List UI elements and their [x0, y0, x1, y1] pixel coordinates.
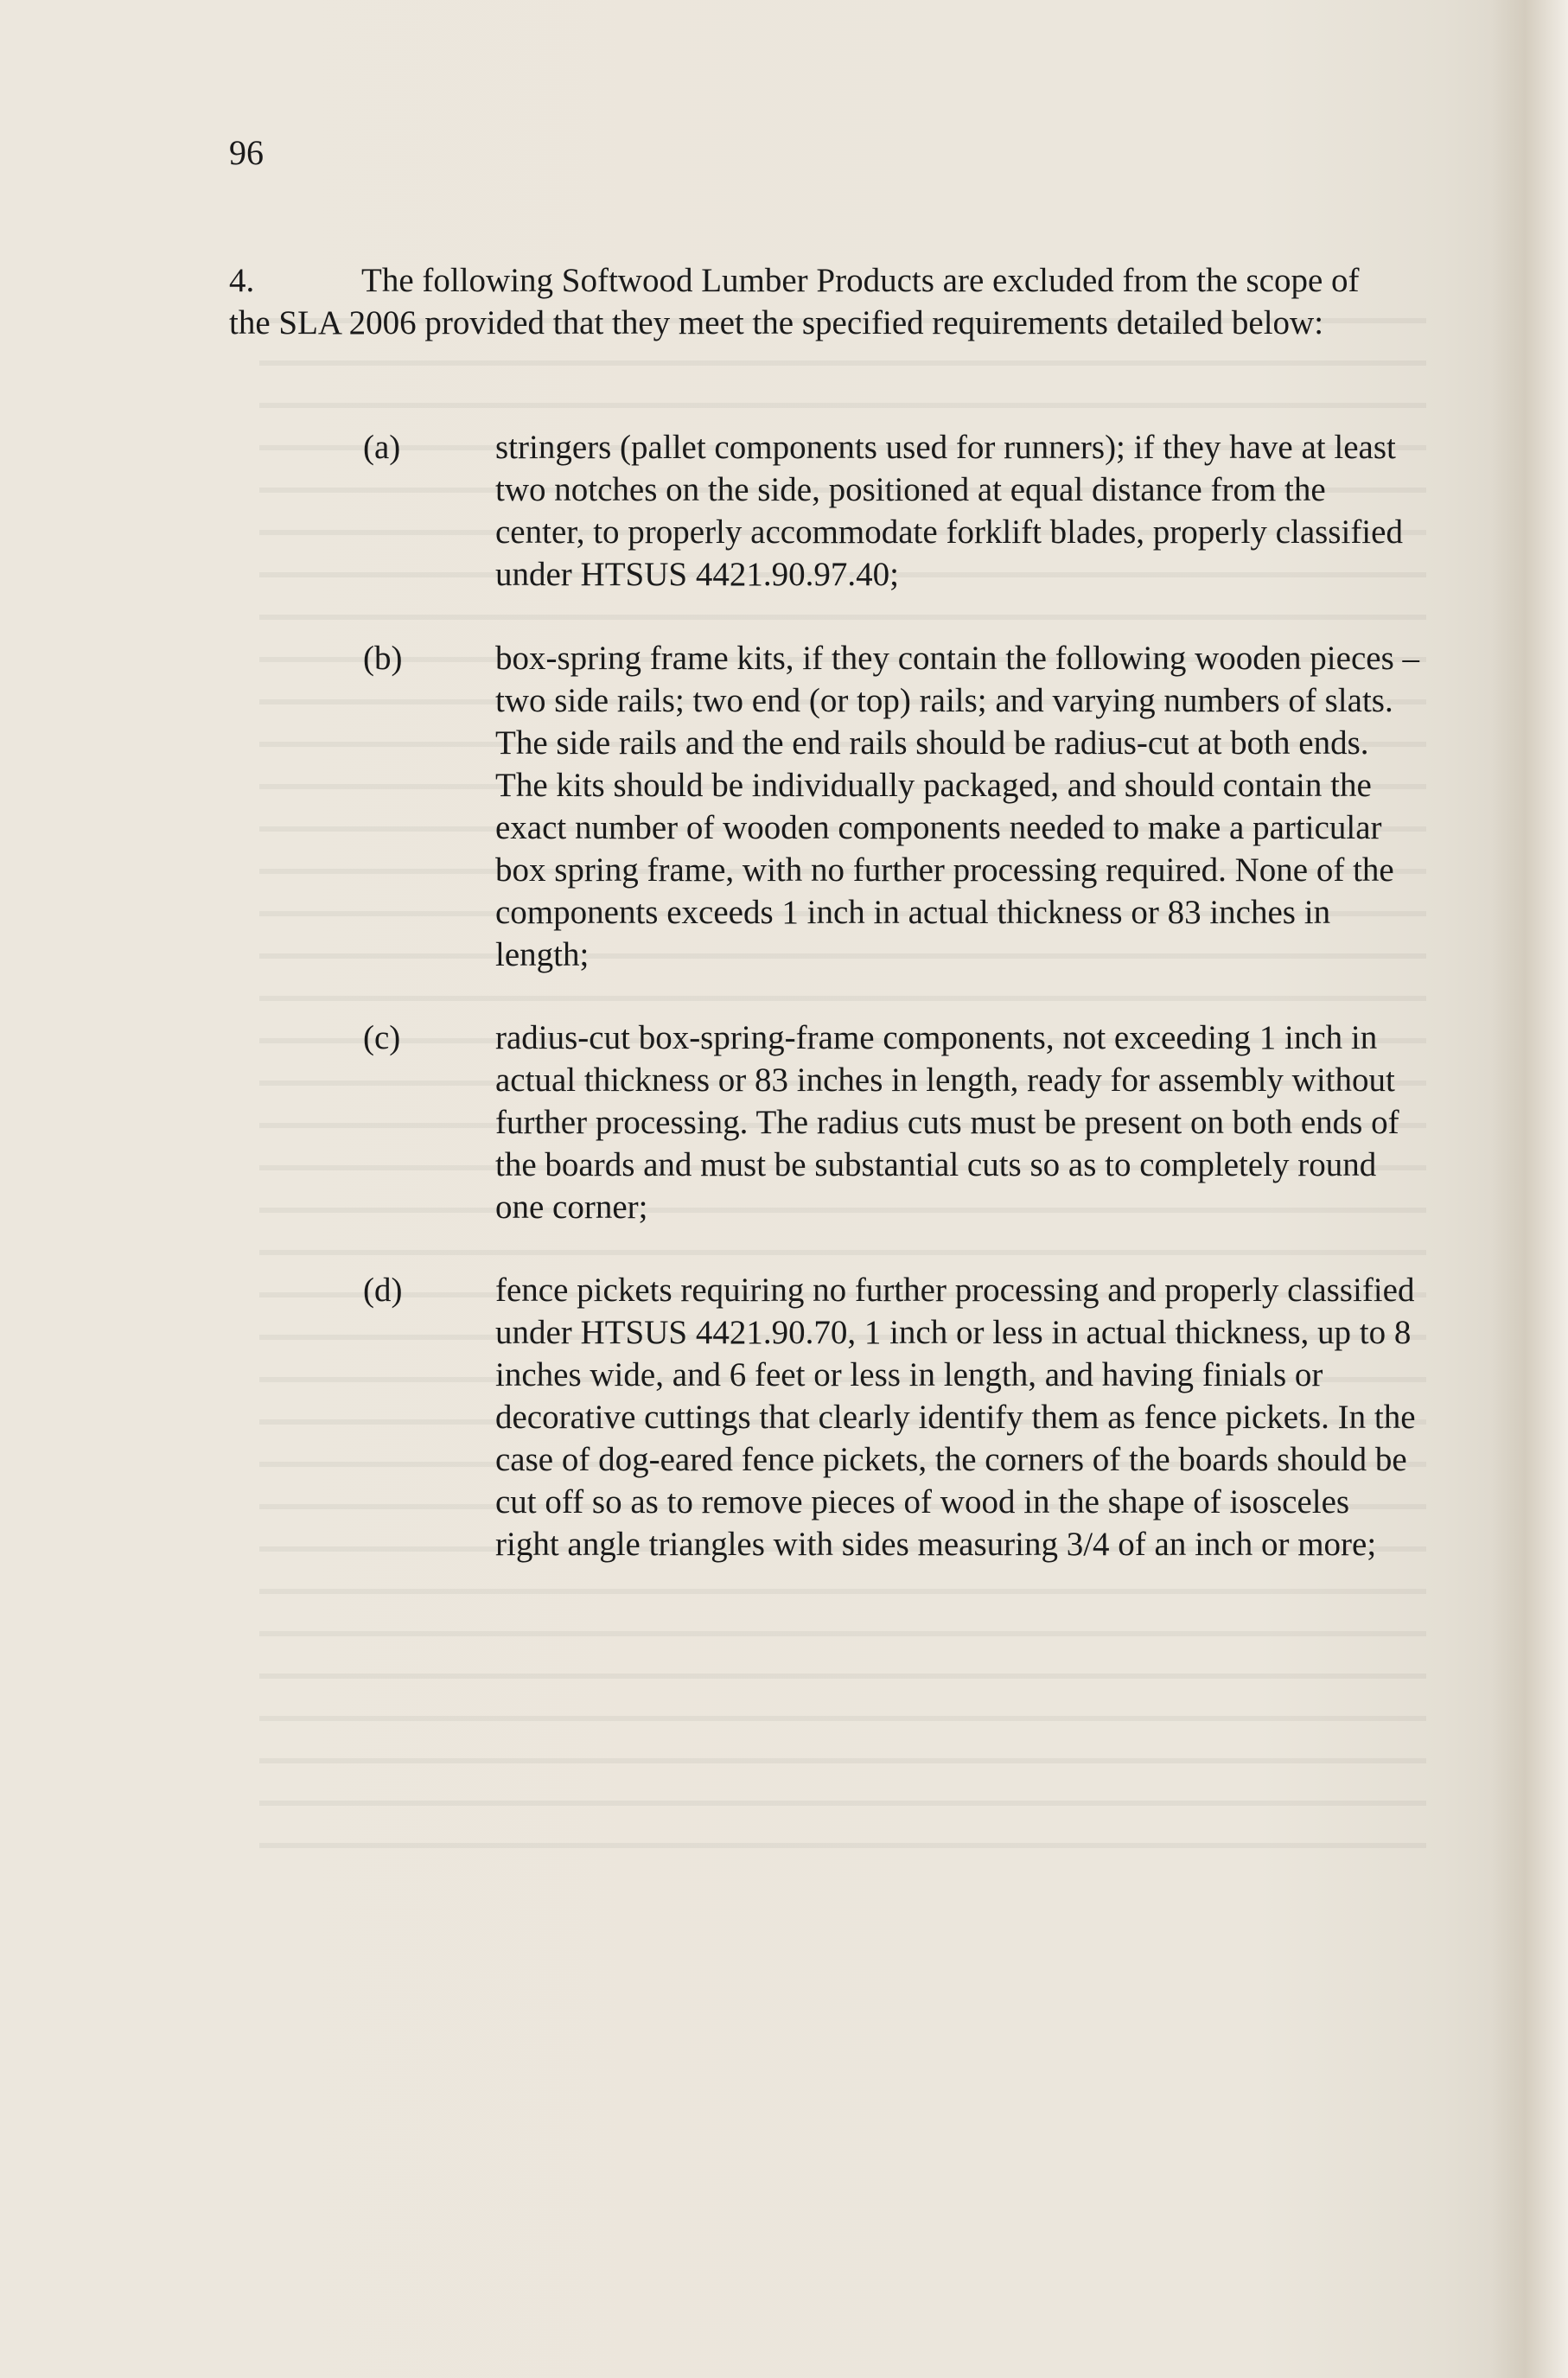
paragraph-text: The following Softwood Lumber Products are excluded from the scope of the SLA 2006 provided that they meet the specified requirements detailed below:	[229, 262, 1360, 341]
list-marker: (b)	[363, 640, 403, 677]
list-item-text: fence pickets requiring no further processing and properly classified under HTSUS 4421.90.70, 1 inch or less in actual thickness, up to 8 inches wide, and 6 feet or less in length, and having finials or decorative cuttings that clearly identify them as fence pickets. In the case of dog-eared fence pickets, the corners of the boards should be cut off so as to remove pieces of wood in the shape of isosceles right angle triangles with sides measuring 3/4 of an inch or more;	[495, 1272, 1416, 1563]
list-item-text: radius-cut box-spring-frame components, not exceeding 1 inch in actual thickness or 83 inches in length, ready for assembly without further processing. The radius cuts must be present on both ends of the boards and must be substantial cuts so as to completely round one corner;	[495, 1019, 1399, 1226]
list-item-text: stringers (pallet components used for runners); if they have at least two notches on the side, positioned at equal distance from the center, to properly accommodate forklift blades, properly classified under HTSUS 4421.90.97.40;	[495, 429, 1403, 593]
list-item-text: box-spring frame kits, if they contain the following wooden pieces – two side rails; two end (or top) rails; and varying numbers of slats. The side rails and the end rails should be radius-cut at both ends. The kits should be individually packaged, and should contain the exact number of wooden components needed to make a particular box spring frame, with no further processing required. None of the components exceeds 1 inch in actual thickness or 83 inches in length;	[495, 640, 1419, 973]
page-spine-shadow	[1490, 0, 1568, 2378]
list-marker: (a)	[363, 429, 401, 466]
paragraph-4	[229, 259, 1405, 344]
list-marker: (c)	[363, 1019, 401, 1056]
paragraph-number: 4.	[229, 262, 255, 299]
page-number: 96	[229, 133, 264, 172]
list-marker: (d)	[363, 1272, 403, 1309]
